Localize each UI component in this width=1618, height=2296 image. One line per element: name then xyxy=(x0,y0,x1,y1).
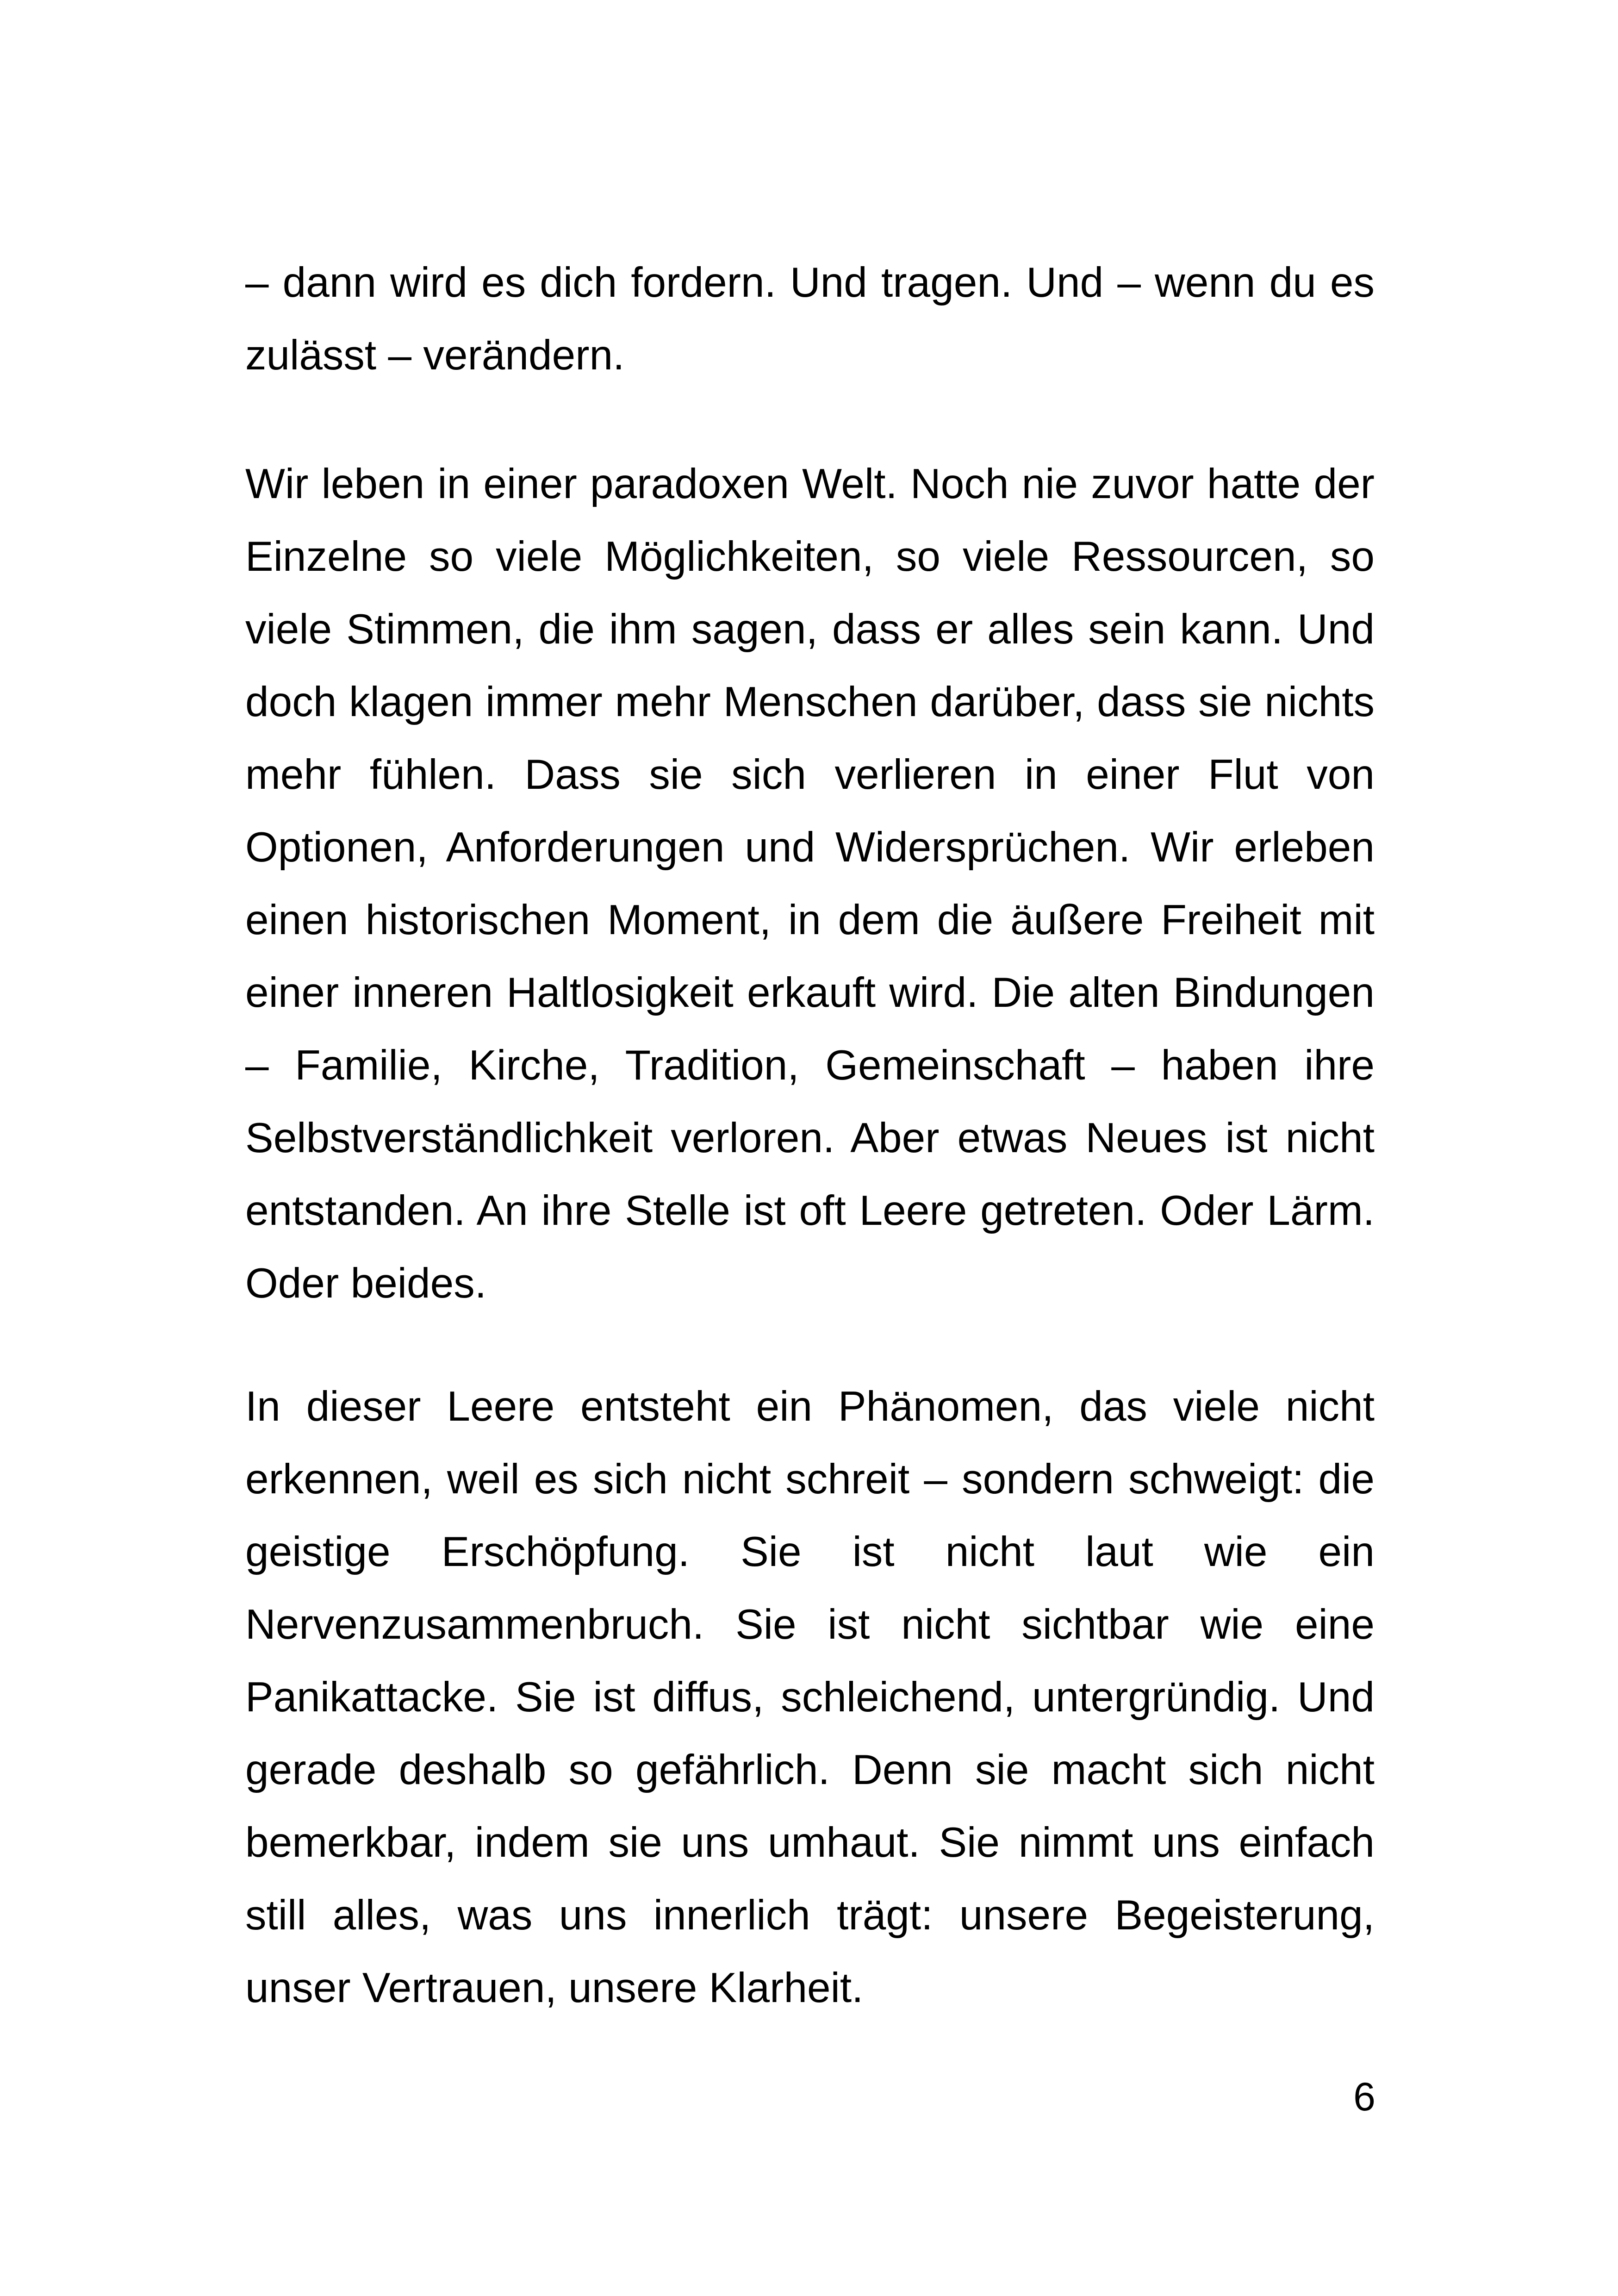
paragraph-line: einen historischen Moment, in dem die äußere Freiheit mit xyxy=(245,897,1375,943)
paragraph-line: gerade deshalb so gefährlich. Denn sie macht sich nicht xyxy=(245,1747,1375,1793)
paragraph-line: Optionen, Anforderungen und Widersprüchen. Wir erleben xyxy=(245,824,1375,871)
paragraph-1 xyxy=(245,246,1375,392)
paragraph-line: mehr fühlen. Dass sie sich verlieren in einer Flut von xyxy=(245,751,1375,798)
paragraph-line: bemerkbar, indem sie uns umhaut. Sie nimmt uns einfach xyxy=(245,1819,1375,1866)
paragraph-line: entstanden. An ihre Stelle ist oft Leere getreten. Oder Lärm. xyxy=(245,1187,1375,1234)
paragraph-line: doch klagen immer mehr Menschen darüber, dass sie nichts xyxy=(245,679,1375,725)
paragraph-line: einer inneren Haltlosigkeit erkauft wird. Die alten Bindungen xyxy=(245,969,1375,1016)
paragraph-line: Nervenzusammenbruch. Sie ist nicht sichtbar wie eine xyxy=(245,1601,1375,1648)
paragraph-line: erkennen, weil es sich nicht schreit – sondern schweigt: die xyxy=(245,1456,1375,1503)
paragraph-line: Panikattacke. Sie ist diffus, schleichend, untergründig. Und xyxy=(245,1674,1375,1721)
paragraph-line: unser Vertrauen, unsere Klarheit. xyxy=(245,1965,864,2011)
paragraph-2 xyxy=(245,448,1375,1320)
paragraph-line: Wir leben in einer paradoxen Welt. Noch nie zuvor hatte der xyxy=(245,461,1375,507)
paragraph-line: Selbstverständlichkeit verloren. Aber etwas Neues ist nicht xyxy=(245,1115,1375,1161)
paragraph-line: – Familie, Kirche, Tradition, Gemeinschaft – haben ihre xyxy=(245,1042,1375,1089)
paragraph-line: In dieser Leere entsteht ein Phänomen, das viele nicht xyxy=(245,1383,1375,1430)
paragraph-line: Oder beides. xyxy=(245,1260,487,1307)
paragraph-line: – dann wird es dich fordern. Und tragen. Und – wenn du es xyxy=(245,259,1375,306)
paragraph-line: geistige Erschöpfung. Sie ist nicht laut wie ein xyxy=(245,1529,1375,1575)
paragraph-line: Einzelne so viele Möglichkeiten, so viele Ressourcen, so xyxy=(245,533,1375,580)
paragraph-line: viele Stimmen, die ihm sagen, dass er alles sein kann. Und xyxy=(245,606,1375,653)
paragraph-line: zulässt – verändern. xyxy=(245,332,625,379)
paragraph-line: still alles, was uns innerlich trägt: unsere Begeisterung, xyxy=(245,1892,1375,1939)
paragraph-3 xyxy=(245,1370,1375,2024)
page-number: 6 xyxy=(1353,2075,1375,2119)
